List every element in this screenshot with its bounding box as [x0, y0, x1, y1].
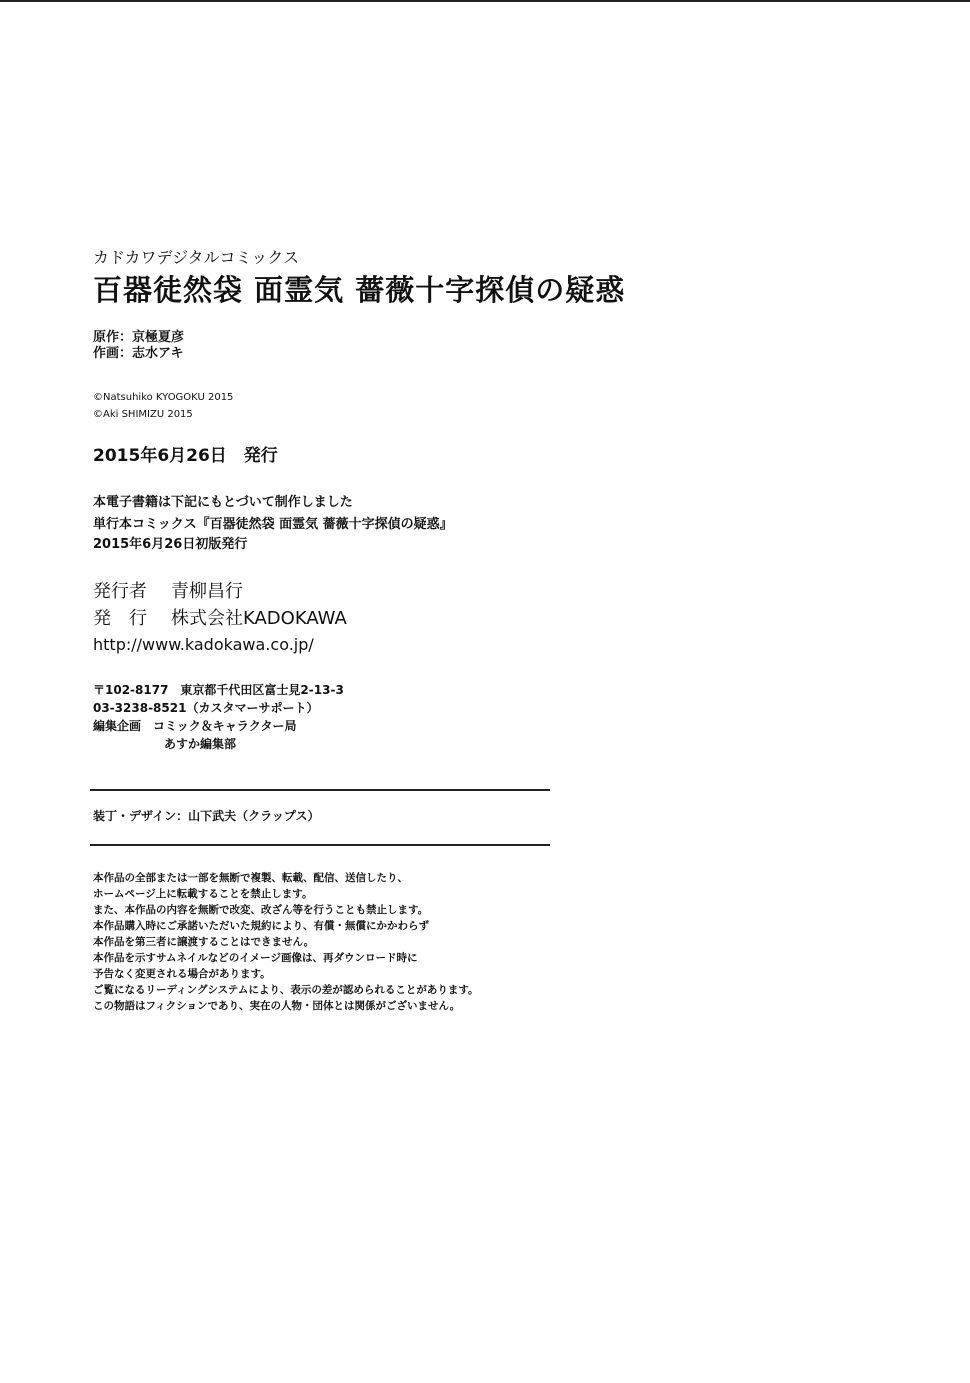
- editorial-dept-subline: あすか編集部: [164, 737, 237, 751]
- copyright-line-artist: ©Aki SHIMIZU 2015: [93, 409, 193, 420]
- notice-line: 本作品の全部または一部を無断で複製、転載、配信、送信したり、: [93, 872, 408, 884]
- original-author-credit: [93, 331, 184, 344]
- artist-credit: [93, 347, 184, 360]
- original-author-name: 京極夏彦: [132, 330, 185, 345]
- series-name: カドカワデジタルコミックス: [93, 248, 300, 267]
- design-credit: 装丁・デザイン：山下武夫（クラップス）: [93, 809, 320, 823]
- notice-line: この物語はフィクションであり、実在の人物・団体とは関係がございません。: [93, 1000, 461, 1012]
- copyright-line-author: ©Natsuhiko KYOGOKU 2015: [93, 392, 234, 403]
- publisher-person: [93, 583, 243, 601]
- notice-line: ご覧になるリーディングシステムにより、表示の差が認められることがあります。: [93, 984, 479, 996]
- top-border-rule: [0, 0, 970, 2]
- artist-name: 志水アキ: [132, 346, 184, 361]
- original-author-label: 原作：: [93, 330, 133, 345]
- notice-line: 本作品購入時にご承諾いただいた規約により、有償・無償にかかわらず: [93, 920, 429, 932]
- notice-line: 予告なく変更される場合があります。: [93, 968, 271, 980]
- book-title: 百器徒然袋 面霊気 薔薇十字探偵の疑惑: [93, 273, 626, 307]
- ebook-note-line: 2015年6月26日初版発行: [93, 537, 248, 552]
- publisher-person-name: 青柳昌行: [171, 581, 243, 602]
- notice-line: 本作品を第三者に譲渡することはできません。: [93, 936, 315, 948]
- ebook-note-line: 単行本コミックス『百器徒然袋 面霊気 薔薇十字探偵の疑惑』: [93, 517, 453, 532]
- publisher-company-name: 株式会社KADOKAWA: [171, 608, 347, 629]
- divider-rule: [90, 844, 550, 846]
- publisher-person-label: 発行者: [93, 581, 147, 602]
- ebook-note-line: 本電子書籍は下記にもとづいて制作しました: [93, 495, 353, 510]
- publisher-url: http://www.kadokawa.co.jp/: [93, 635, 314, 654]
- phone-line: 03-3238-8521（カスタマーサポート）: [93, 701, 319, 715]
- publisher-company: [93, 610, 347, 628]
- artist-label: 作画：: [93, 346, 133, 361]
- notice-line: ホームページ上に転載することを禁止します。: [93, 888, 313, 900]
- publication-date: 2015年6月26日 発行: [93, 446, 278, 466]
- address-line: 〒102-8177 東京都千代田区富士見2-13-3: [93, 683, 344, 697]
- publisher-company-label: 発 行: [93, 608, 147, 629]
- notice-line: また、本作品の内容を無断で改変、改ざん等を行うことも禁止します。: [93, 904, 429, 916]
- notice-line: 本作品を示すサムネイルなどのイメージ画像は、再ダウンロード時に: [93, 952, 418, 964]
- divider-rule: [90, 789, 550, 791]
- editorial-dept-line: 編集企画 コミック＆キャラクター局: [93, 719, 297, 733]
